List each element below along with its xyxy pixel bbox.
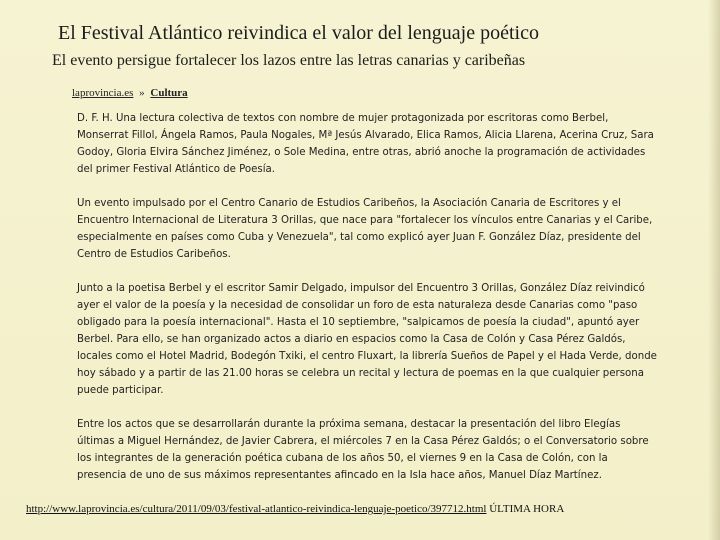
source-url-link[interactable]: http://www.laprovincia.es/cultura/2011/09/03/festival-atlantico-reivindica-lenguaje-poetico/397712.html (26, 503, 487, 515)
source-tag: ÚLTIMA HORA (489, 503, 565, 515)
article-body (77, 110, 657, 501)
article-title: El Festival Atlántico reivindica el valor del lenguaje poético (58, 22, 539, 44)
breadcrumb-section-link[interactable]: Cultura (150, 87, 188, 99)
breadcrumb (72, 87, 188, 99)
article-paragraph: D. F. H. Una lectura colectiva de textos con nombre de mujer protagonizada por escritoras como Berbel, Monserrat Fillol, Ángela Ramos, Paula Nogales, Mª Jesús Alvarado, Elica Ramos, Alicia Llarena, Acerina Cruz, Sara Godoy, Gloria Elvira Sánchez Jiménez, o Sole Medina, entre otras, abrió anoche la programación de actividades del primer Festival Atlántico de Poesía. (77, 113, 654, 175)
article-paragraph: Entre los actos que se desarrollarán durante la próxima semana, destacar la presentación del libro Elegías últimas a Miguel Hernández, de Javier Cabrera, el miércoles 7 en la Casa Pérez Galdós; o el Conversatorio sobre los integrantes de la generación poética cubana de los años 50, el viernes 9 en la Casa de Colón, con la presencia de uno de sus máximos representantes afincado en la Isla hace años, Manuel Díaz Martínez. (77, 419, 649, 481)
article-paragraph: Junto a la poetisa Berbel y el escritor Samir Delgado, impulsor del Encuentro 3 Orillas, González Díaz reivindicó ayer el valor de la poesía y la necesidad de consolidar un foro de esta naturaleza desde Canarias como "paso obligado para la poesía internacional". Hasta el 10 septiembre, "salpicamos de poesía la ciudad", apuntó ayer Berbel. Para ello, se han organizado actos a diario en espacios como la Casa de Colón y Casa Pérez Galdós, locales como el Hotel Madrid, Bodegón Txiki, el centro Fluxart, la librería Sueños de Papel y el Hada Verde, donde hoy sábado y a partir de las 21.00 horas se celebra un recital y lectura de poemas en la que cualquier persona puede participar. (77, 283, 657, 396)
breadcrumb-separator: » (139, 87, 145, 99)
source-line (26, 503, 564, 515)
article-paragraph: Un evento impulsado por el Centro Canario de Estudios Caribeños, la Asociación Canaria de Escritores y el Encuentro Internacional de Literatura 3 Orillas, que nace para "fortalecer los vínculos entre Canarias y el Caribe, especialmente en países como Cuba y Venezuela", tal como explicó ayer Juan F. González Díaz, presidente del Centro de Estudios Caribeños. (77, 198, 653, 260)
breadcrumb-site-link[interactable]: laprovincia.es (72, 87, 134, 99)
article-subtitle: El evento persigue fortalecer los lazos entre las letras canarias y caribeñas (52, 52, 526, 69)
page-edge-shadow (708, 0, 720, 540)
